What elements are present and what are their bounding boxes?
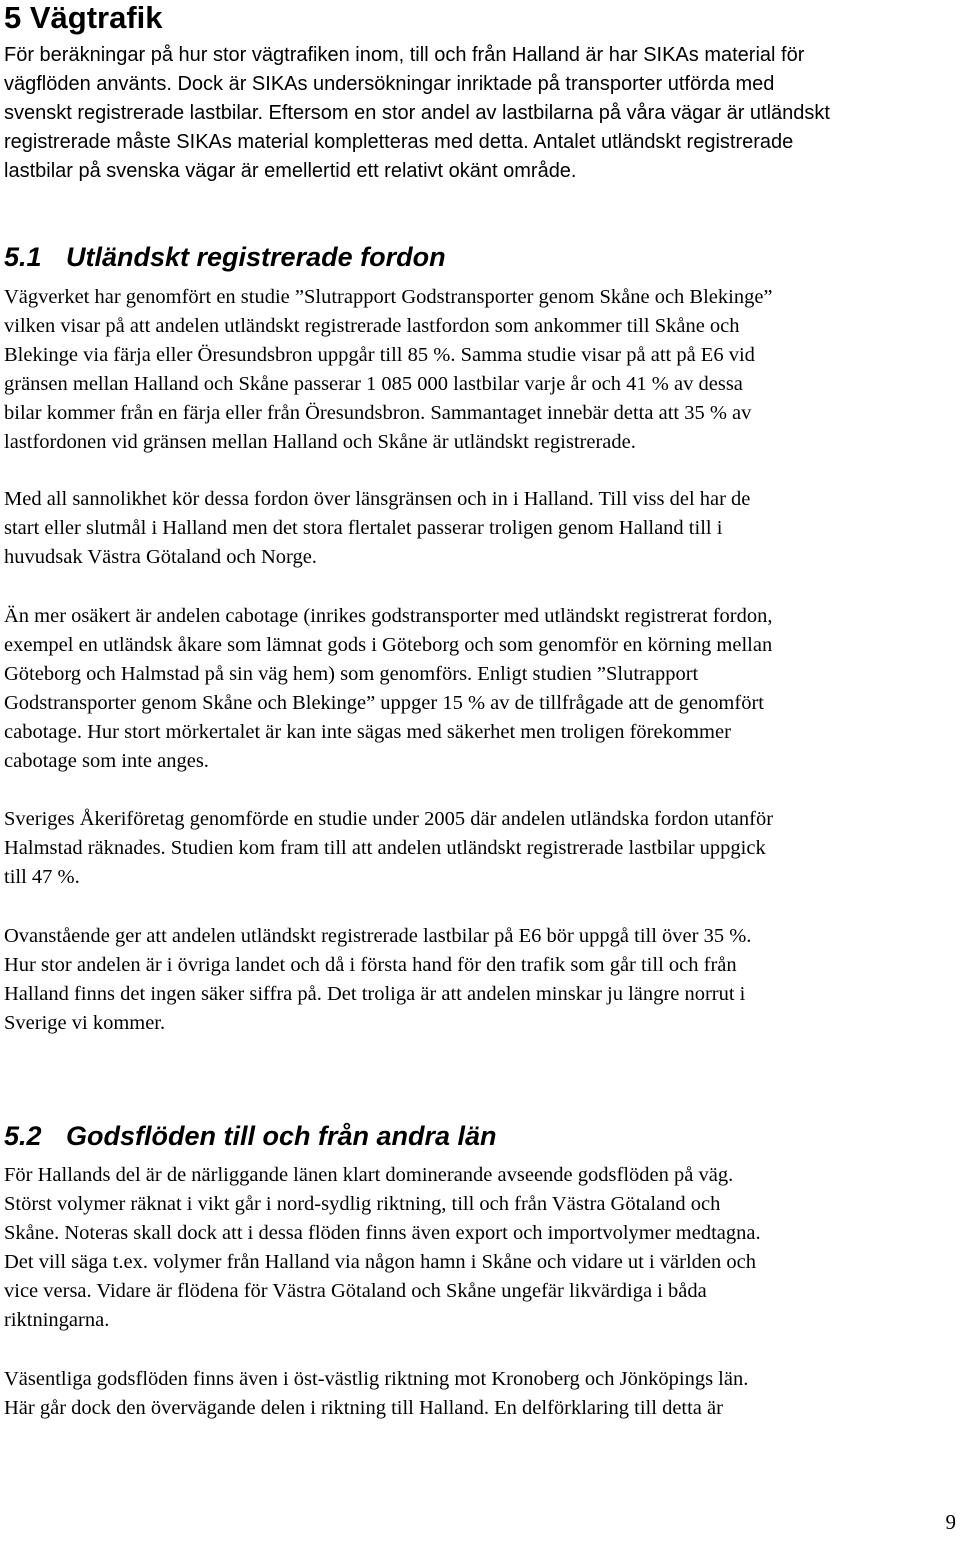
text-line: lastfordonen vid gränsen mellan Halland och Skåne är utländskt registrerade. [4,431,636,453]
paragraph-cabotage [4,602,956,776]
text-line: cabotage. Hur stort mörkertalet är kan inte sägas med säkerhet men troligen förekommer [4,721,731,743]
heading-number: 5.2 [4,1121,42,1151]
text-line: gränsen mellan Halland och Skåne passerar 1 085 000 lastbilar varje år och 41 % av dessa [4,373,743,395]
page-number: 9 [945,1510,956,1534]
text-line: För beräkningar på hur stor vägtrafiken inom, till och från Halland är har SIKAs material för [4,44,805,66]
text-line: exempel en utländsk åkare som lämnat gods i Göteborg och som genomför en körning mellan [4,634,773,656]
heading-title: Godsflöden till och från andra län [66,1121,497,1151]
heading-number: 5 [4,0,22,35]
paragraph-conclusion [4,922,956,1038]
text-line: vilken visar på att andelen utländskt registrerade lastfordon som ankommer till Skåne och [4,315,740,337]
paragraph-intro [4,41,956,186]
text-line: Skåne. Noteras skall dock att i dessa flöden finns även export och importvolymer medtagna. [4,1222,761,1244]
text-line: start eller slutmål i Halland men det stora flertalet passerar troligen genom Halland till i [4,517,723,539]
text-line: huvudsak Västra Götaland och Norge. [4,546,317,568]
heading-title: Vägtrafik [29,0,163,35]
text-line: Hur stor andelen är i övriga landet och då i första hand för den trafik som går till och från [4,954,737,976]
text-line: bilar kommer från en färja eller från Öresundsbron. Sammantaget innebär detta att 35 % av [4,402,752,424]
text-line: Väsentliga godsflöden finns även i öst-västlig riktning mot Kronoberg och Jönköpings län. [4,1368,749,1390]
text-line: svenskt registrerade lastbilar. Eftersom en stor andel av lastbilarna på våra vägar är utländskt [4,102,830,124]
text-line: Det vill säga t.ex. volymer från Halland via någon hamn i Skåne och vidare ut i världen och [4,1251,757,1273]
text-line: Halmstad räknades. Studien kom fram till att andelen utländskt registrerade lastbilar uppgick [4,837,766,859]
text-line: vägflöden använts. Dock är SIKAs undersökningar inriktade på transporter utförda med [4,73,775,95]
text-line: Godstransporter genom Skåne och Blekinge” uppger 15 % av de tillfrågade att de genomfört [4,692,764,714]
heading-section-5-2 [4,1120,497,1152]
text-line: Halland finns det ingen säker siffra på. Det troliga är att andelen minskar ju längre norrut i [4,983,746,1005]
text-line: Blekinge via färja eller Öresundsbron uppgår till 85 %. Samma studie visar på att på E6 vid [4,344,755,366]
paragraph-akeriforetag-study [4,805,956,892]
heading-number: 5.1 [4,242,42,272]
text-line: lastbilar på svenska vägar är emellertid ett relativt okänt område. [4,160,577,182]
text-line: Sverige vi kommer. [4,1012,166,1034]
text-line: Störst volymer räknat i vikt går i nord-sydlig riktning, till och från Västra Götaland och [4,1193,721,1215]
heading-title: Utländskt registrerade fordon [66,242,446,272]
text-line: Här går dock den övervägande delen i riktning till Halland. En delförklaring till detta är [4,1397,723,1419]
text-line: Än mer osäkert är andelen cabotage (inrikes godstransporter med utländskt registrerat fordon, [4,605,773,627]
text-line: För Hallands del är de närliggande länen klart dominerande avseende godsflöden på väg. [4,1164,734,1186]
heading-section-5 [4,0,163,36]
text-line: vice versa. Vidare är flödena för Västra Götaland och Skåne ungefär likvärdiga i båda [4,1280,707,1302]
text-line: Sveriges Åkeriföretag genomförde en studie under 2005 där andelen utländska fordon utanför [4,808,774,830]
paragraph-east-west-flows [4,1365,956,1423]
paragraph-border-traffic [4,485,956,572]
paragraph-study [4,283,956,457]
text-line: Vägverket har genomfört en studie ”Slutrapport Godstransporter genom Skåne och Blekinge” [4,286,773,308]
text-line: till 47 %. [4,866,80,888]
text-line: Göteborg och Halmstad på sin väg hem) som genomförs. Enligt studien ”Slutrapport [4,663,699,685]
heading-section-5-1 [4,241,446,273]
text-line: Ovanstående ger att andelen utländskt registrerade lastbilar på E6 bör uppgå till över 35 %. [4,925,752,947]
text-line: cabotage som inte anges. [4,750,209,772]
text-line: Med all sannolikhet kör dessa fordon över länsgränsen och in i Halland. Till viss del har de [4,488,751,510]
text-line: registrerade måste SIKAs material kompletteras med detta. Antalet utländskt registrerade [4,131,794,153]
text-line: riktningarna. [4,1309,110,1331]
paragraph-goods-flows [4,1161,956,1335]
